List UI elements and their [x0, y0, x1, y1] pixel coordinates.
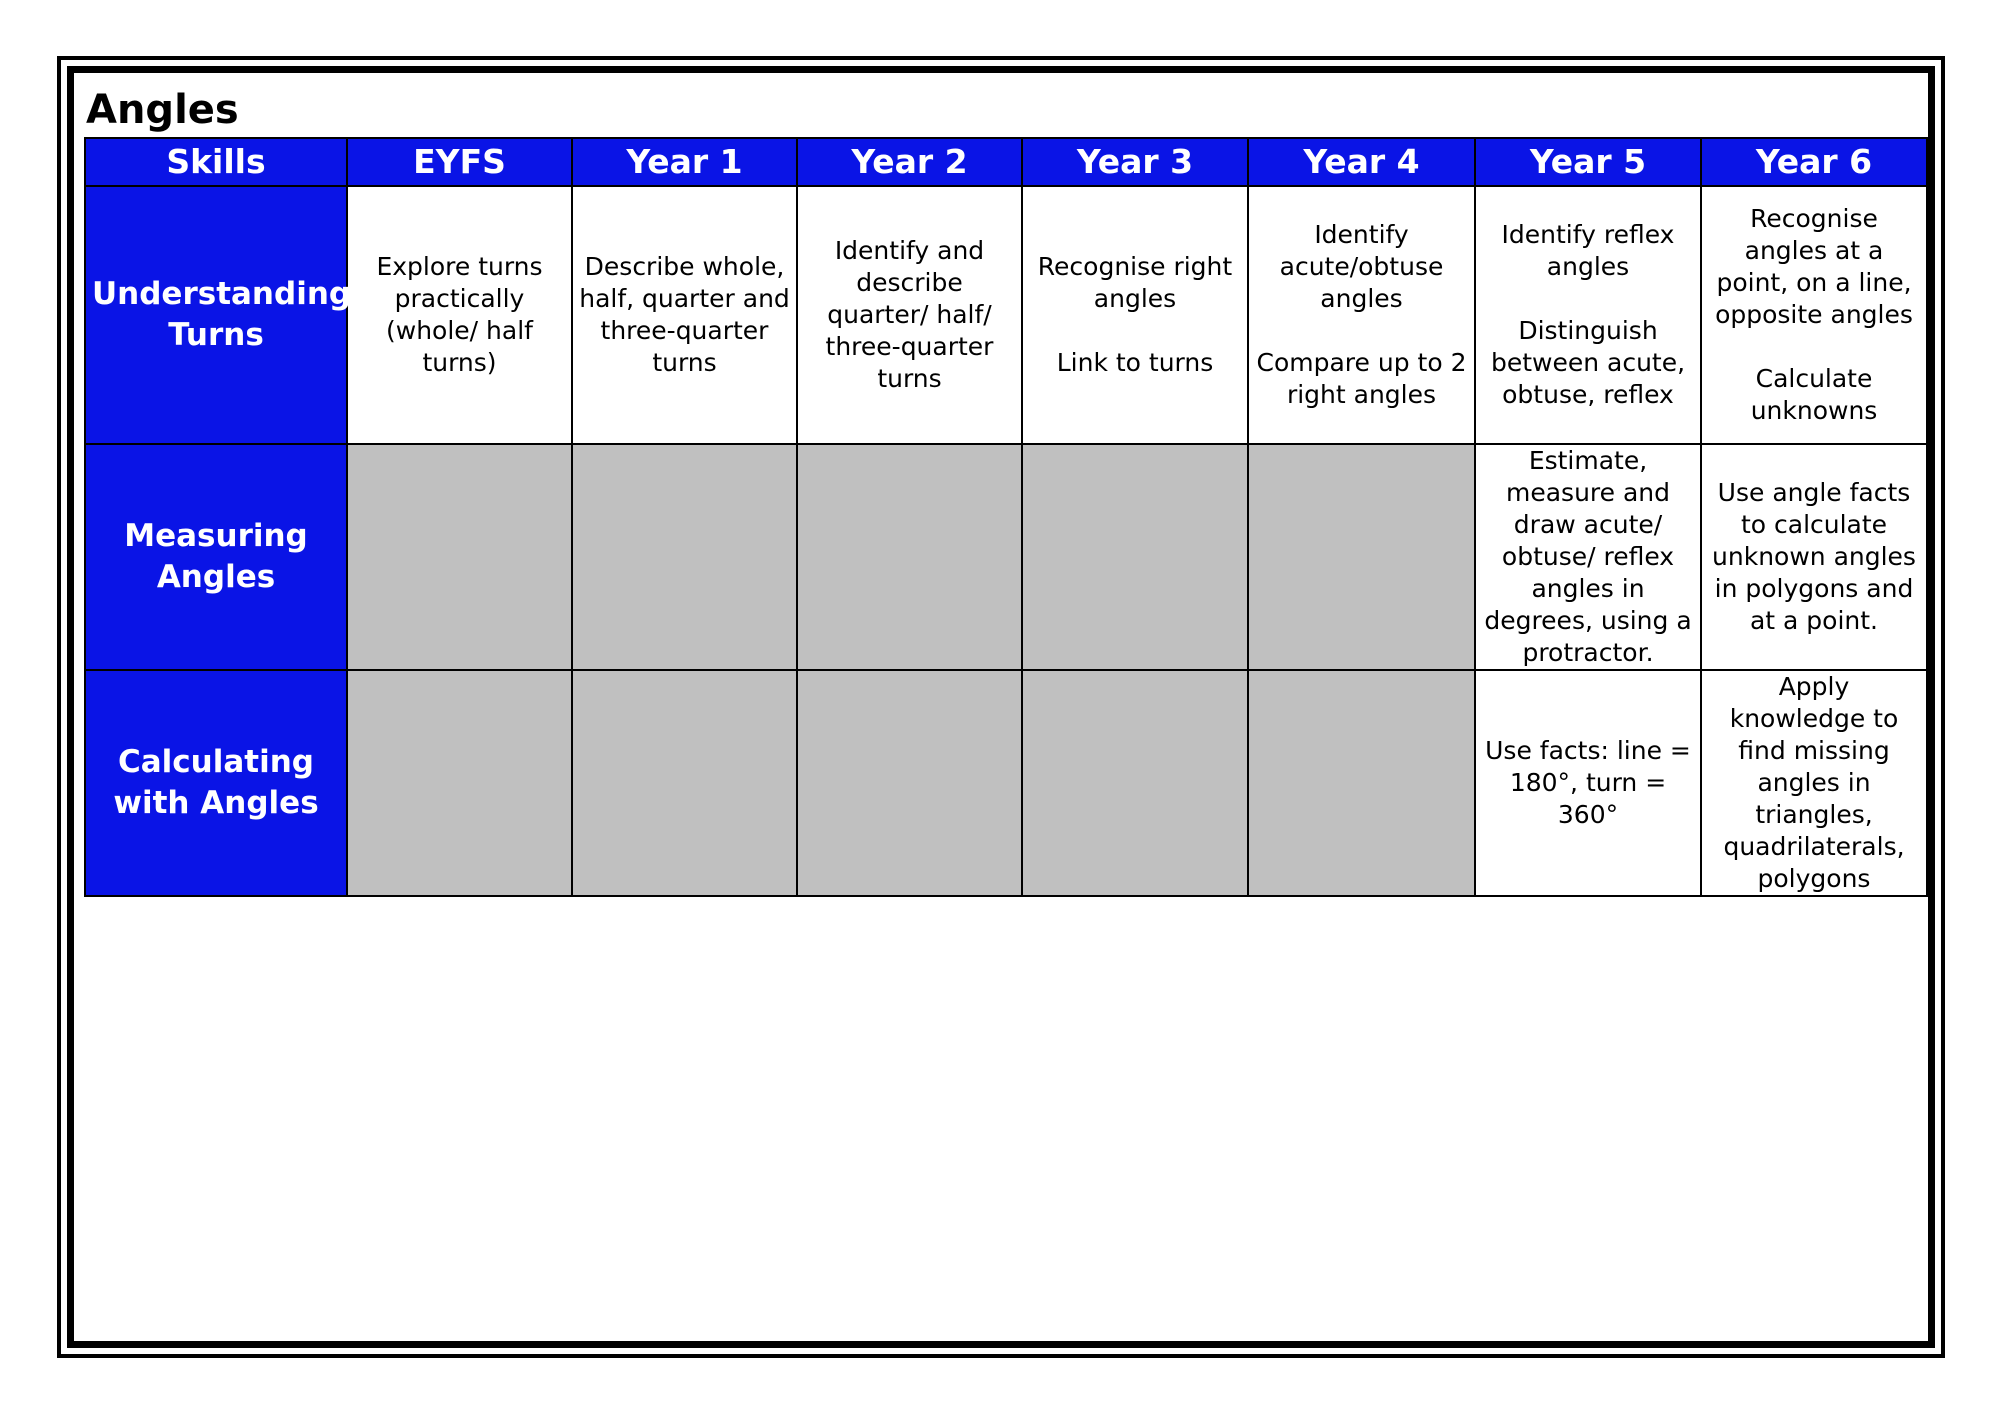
header-row — [85, 138, 1927, 186]
cell-eyfs: Explore turns practically (whole/ half turns) — [347, 186, 572, 444]
header-skills: Skills — [85, 138, 347, 186]
cell-year-4-empty — [1248, 670, 1475, 896]
header-year-6: Year 6 — [1701, 138, 1927, 186]
cell-year-5: Use facts: line = 180°, turn = 360° — [1475, 670, 1701, 896]
cell-year-2-empty — [797, 670, 1022, 896]
cell-year-2-empty — [797, 444, 1022, 670]
cell-year-1-empty — [572, 670, 797, 896]
header-year-3: Year 3 — [1022, 138, 1248, 186]
cell-eyfs-empty — [347, 670, 572, 896]
table-row-measuring-angles — [85, 444, 1927, 670]
cell-year-3-empty — [1022, 444, 1248, 670]
table-row-understanding-turns — [85, 186, 1927, 444]
cell-year-1: Describe whole, half, quarter and three-quarter turns — [572, 186, 797, 444]
cell-eyfs-empty — [347, 444, 572, 670]
cell-year-5: Identify reflex angles Distinguish between acute, obtuse, reflex — [1475, 186, 1701, 444]
cell-year-5: Estimate, measure and draw acute/ obtuse/ reflex angles in degrees, using a protractor. — [1475, 444, 1701, 670]
cell-year-6: Use angle facts to calculate unknown angles in polygons and at a point. — [1701, 444, 1927, 670]
header-year-5: Year 5 — [1475, 138, 1701, 186]
angles-skills-table — [84, 137, 1928, 897]
cell-year-4-empty — [1248, 444, 1475, 670]
header-year-1: Year 1 — [572, 138, 797, 186]
header-year-4: Year 4 — [1248, 138, 1475, 186]
cell-year-3-empty — [1022, 670, 1248, 896]
header-eyfs: EYFS — [347, 138, 572, 186]
cell-year-4: Identify acute/obtuse angles Compare up to 2 right angles — [1248, 186, 1475, 444]
page-title: Angles — [86, 87, 239, 133]
skill-label: Calculating with Angles — [85, 670, 347, 896]
cell-year-6: Recognise angles at a point, on a line, opposite angles Calculate unknowns — [1701, 186, 1927, 444]
cell-year-6: Apply knowledge to find missing angles in triangles, quadrilaterals, polygons — [1701, 670, 1927, 896]
cell-year-2: Identify and describe quarter/ half/ three-quarter turns — [797, 186, 1022, 444]
skill-label: Understanding Turns — [85, 186, 347, 444]
skill-label: Measuring Angles — [85, 444, 347, 670]
header-year-2: Year 2 — [797, 138, 1022, 186]
cell-year-3: Recognise right angles Link to turns — [1022, 186, 1248, 444]
cell-year-1-empty — [572, 444, 797, 670]
table-row-calculating-with-angles — [85, 670, 1927, 896]
